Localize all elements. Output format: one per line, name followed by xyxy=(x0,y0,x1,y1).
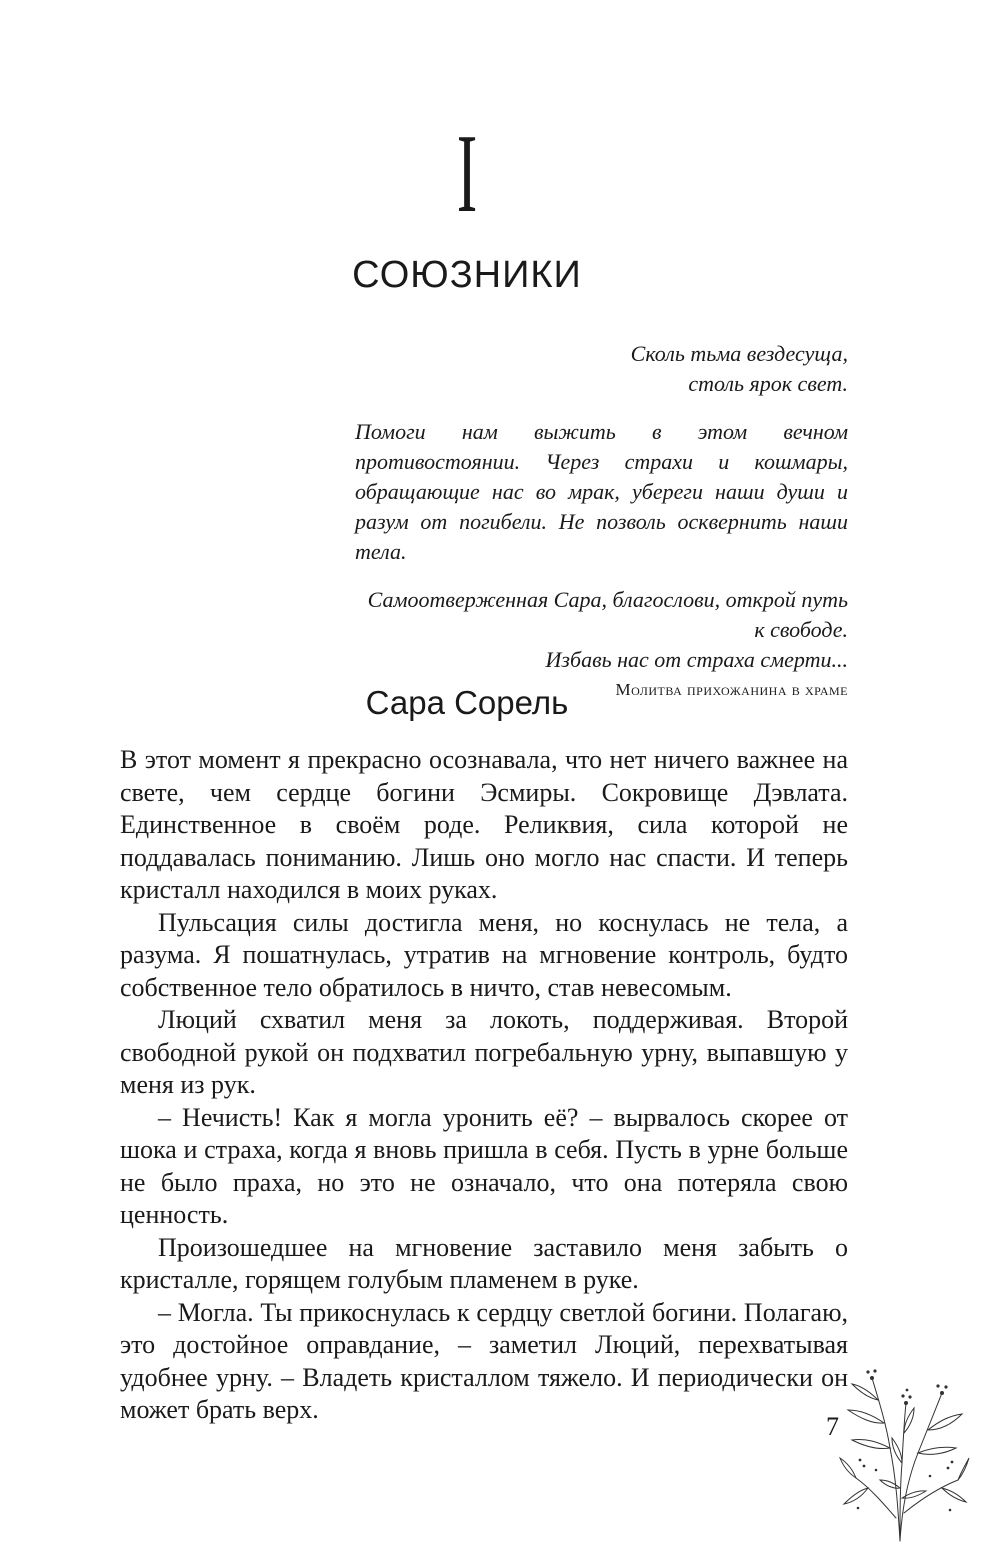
body-paragraph: Пульсация силы достигла меня, но коснулась не тела, а разума. Я пошатнулась, утратив на мгновение контроль, будто собственное тело обратилось в ничто, став невесомым. xyxy=(120,907,848,1002)
body-paragraph: Произошедшее на мгновение заставило меня забыть о кристалле, горящем голубым пламенем в руке. xyxy=(120,1232,848,1294)
body-paragraph: – Могла. Ты прикоснулась к сердцу светлой богини. Полагаю, это достойное оправдание, – заметил Люций, перехватывая удобнее урну. – Владеть кристаллом тяжело. И периодически он может брать верх. xyxy=(120,1297,848,1424)
epigraph-attribution: Молитва прихожанина в храме xyxy=(615,680,848,699)
epigraph-line: Избавь нас от страха смерти... xyxy=(545,647,848,672)
body-paragraph: – Нечисть! Как я могла уронить её? – вырвалось скорее от шока и страха, когда я вновь пришла в себя. Пусть в урне больше не было праха, но это не означало, что она потеряла свою ценность. xyxy=(120,1102,848,1229)
epigraph-line: столь ярок свет. xyxy=(688,371,848,396)
epigraph-line: к свободе. xyxy=(754,617,848,642)
epigraph-line: Сколь тьма вездесуща, xyxy=(630,341,848,366)
section-title: Сара Сорель xyxy=(365,684,569,721)
epigraph-line: Самоотверженная Сара, благослови, открой путь xyxy=(367,587,848,612)
botanical-sprig-icon xyxy=(838,1338,970,1543)
body-paragraph: В этот момент я прекрасно осознавала, что нет ничего важнее на свете, чем сердце богини Эсмиры. Сокровище Дэвлата. Единственное в своём роде. Реликвия, сила которой не поддавалась пониманию. Лишь оно могло нас спасти. И теперь кристалл находился в моих руках. xyxy=(120,745,848,904)
body-text xyxy=(120,744,848,1427)
page-number: 7 xyxy=(826,1412,839,1441)
epigraph-paragraph: Помоги нам выжить в этом вечном противостоянии. Через страхи и кошмары, обращающие нас во мрак, убереги наши души и разум от погибели. Не позволь осквернить наши тела. xyxy=(355,419,848,564)
body-paragraph: Люций схватил меня за локоть, поддерживая. Второй свободной рукой он подхватил погребальную урну, выпавшую у меня из рук. xyxy=(120,1005,848,1099)
chapter-title: СОЮЗНИКИ xyxy=(352,254,582,296)
chapter-number: I xyxy=(456,112,478,236)
epigraph xyxy=(355,339,848,705)
